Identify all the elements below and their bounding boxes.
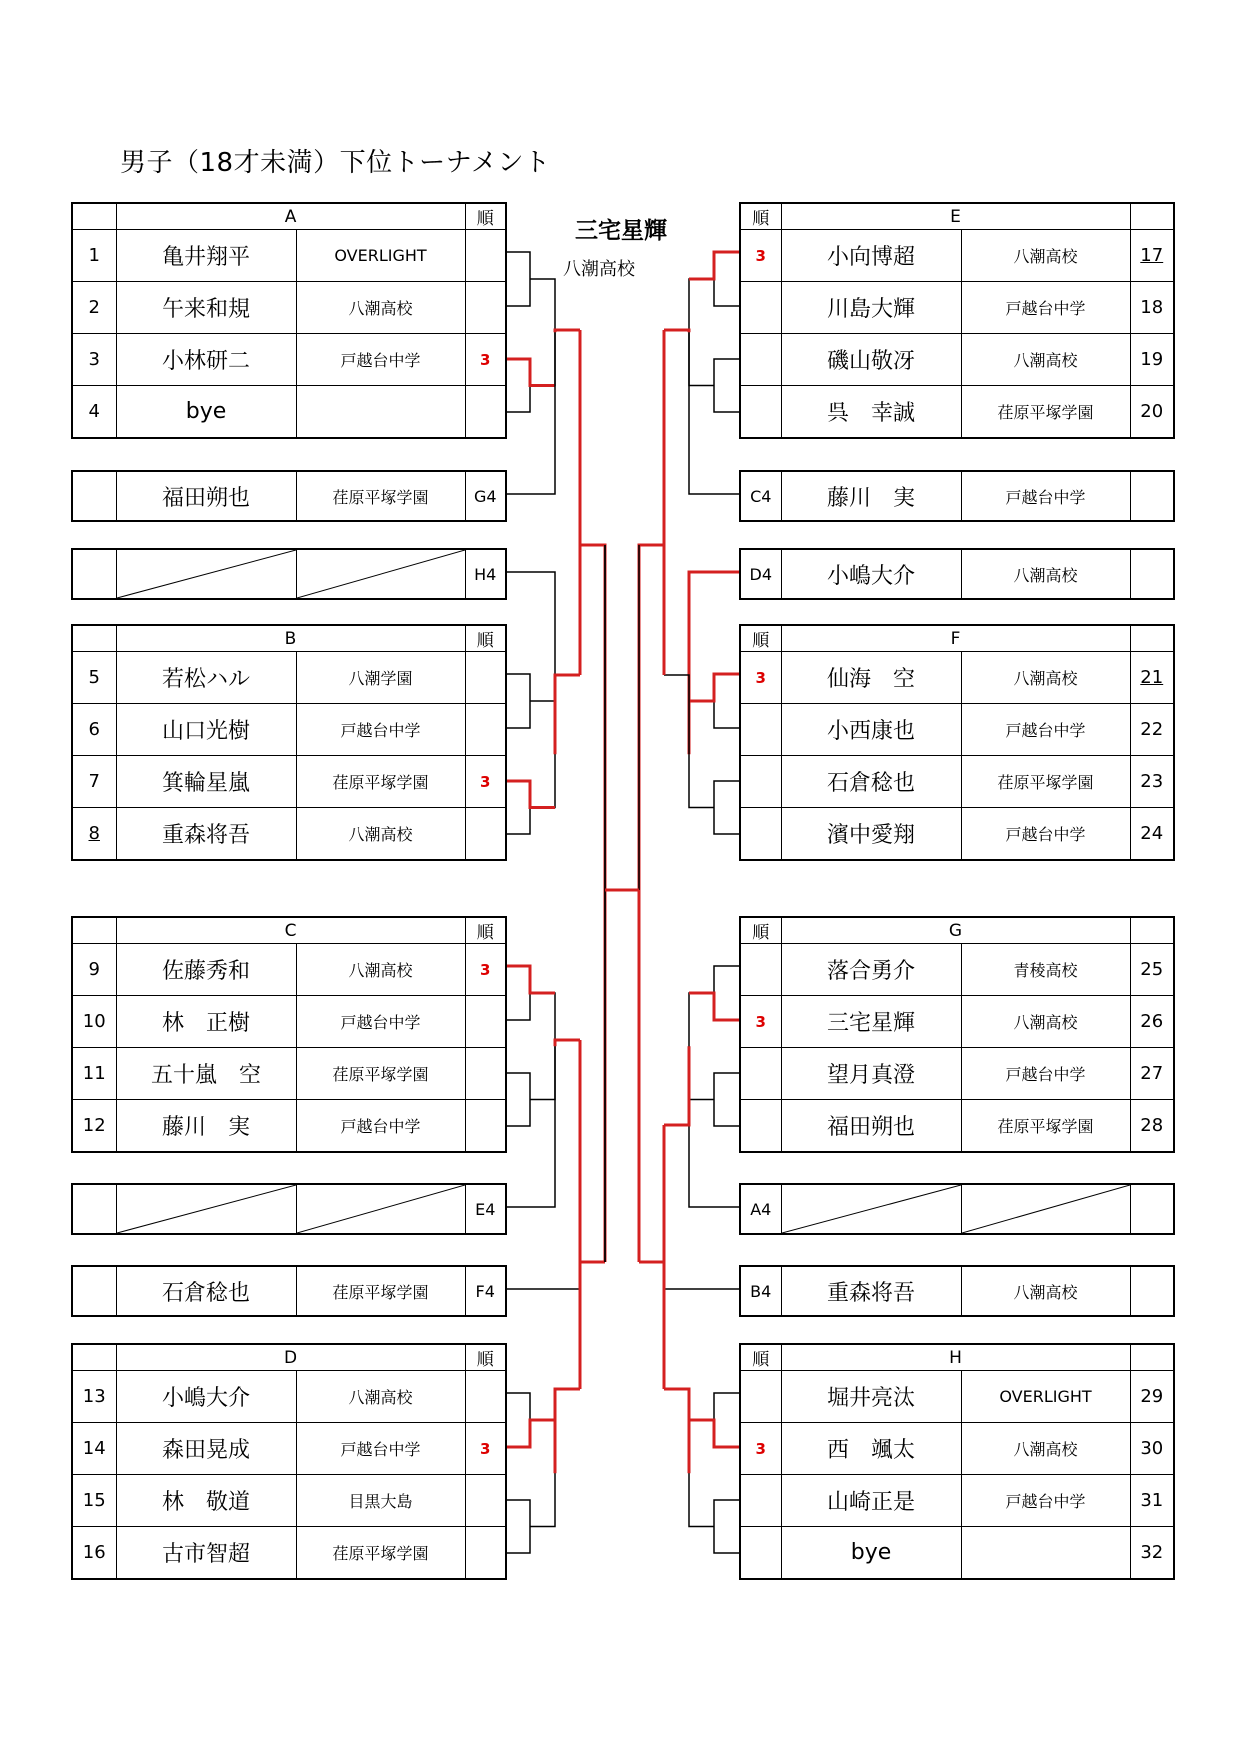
school-name: 戸越台中学 <box>961 1475 1130 1527</box>
entry-number: 5 <box>72 652 116 704</box>
entry-number: 2 <box>72 282 116 334</box>
bracket-line <box>505 1393 530 1447</box>
entry-number: 21 <box>1130 652 1174 704</box>
group-e-label: E <box>781 203 1130 230</box>
winner-line <box>555 1040 580 1046</box>
qualifier-code: H4 <box>465 549 506 599</box>
entry-number: 16 <box>72 1527 116 1580</box>
qualifier-g4-row <box>71 470 507 522</box>
winner-line <box>505 1420 555 1447</box>
rank-header: 順 <box>740 917 781 944</box>
rank-cell <box>465 704 506 756</box>
winner-line <box>505 966 555 993</box>
school-name: 荏原平塚学園 <box>296 1048 465 1100</box>
school-name: 戸越台中学 <box>961 282 1130 334</box>
school-name: 八潮高校 <box>296 282 465 334</box>
qualifier-code: C4 <box>740 471 781 521</box>
empty-slot <box>116 549 296 599</box>
bracket-line <box>689 1420 714 1527</box>
entry-number: 12 <box>72 1100 116 1153</box>
champion-name: 三宅星輝 <box>575 218 667 244</box>
rank-header: 順 <box>740 203 781 230</box>
qualifier-e4-row <box>71 1183 507 1235</box>
rank-cell <box>740 704 781 756</box>
winner-line <box>555 675 580 754</box>
player-name: 石倉稔也 <box>781 756 961 808</box>
player-name: 石倉稔也 <box>116 1266 296 1316</box>
school-name: 戸越台中学 <box>961 1048 1130 1100</box>
bracket-line <box>714 781 739 834</box>
rank-cell <box>740 1048 781 1100</box>
rank-header: 順 <box>465 917 506 944</box>
winner-line <box>555 1389 580 1473</box>
school-name: 戸越台中学 <box>296 334 465 386</box>
school-name: OVERLIGHT <box>961 1371 1130 1423</box>
bracket-line <box>505 359 530 412</box>
player-name: 山口光樹 <box>116 704 296 756</box>
empty-slot <box>116 1184 296 1234</box>
rank-header: 順 <box>465 1344 506 1371</box>
entry-number: 27 <box>1130 1048 1174 1100</box>
winner-line <box>639 545 664 1262</box>
player-name: 林 正樹 <box>116 996 296 1048</box>
empty-slot <box>961 1184 1130 1234</box>
player-name: 西 颯太 <box>781 1423 961 1475</box>
school-name: 戸越台中学 <box>296 1423 465 1475</box>
bracket-line <box>714 1073 739 1126</box>
rank-cell: 3 <box>465 334 506 386</box>
table-row <box>72 282 506 334</box>
group-d-table <box>71 1343 507 1580</box>
rank-cell: 3 <box>465 944 506 996</box>
qualifier-code: F4 <box>465 1266 506 1316</box>
table-row <box>72 808 506 861</box>
table-row <box>72 334 506 386</box>
table-row <box>740 282 1174 334</box>
winner-line <box>689 1420 739 1447</box>
school-name: 戸越台中学 <box>961 471 1130 521</box>
bracket-line <box>689 701 714 808</box>
player-name: 山崎正是 <box>781 1475 961 1527</box>
school-name: 荏原平塚学園 <box>961 386 1130 439</box>
qualifier-d4-row <box>739 548 1175 600</box>
entry-number: 31 <box>1130 1475 1174 1527</box>
table-row <box>740 1423 1174 1475</box>
winner-line <box>689 252 739 279</box>
player-name: 川島大輝 <box>781 282 961 334</box>
bracket-line <box>714 674 739 728</box>
player-name: 呉 幸誠 <box>781 386 961 439</box>
winner-line <box>580 545 605 1262</box>
rank-cell <box>465 1100 506 1153</box>
player-name: 箕輪星嵐 <box>116 756 296 808</box>
player-name: 森田晃成 <box>116 1423 296 1475</box>
rank-cell <box>740 944 781 996</box>
group-b-table <box>71 624 507 861</box>
entry-number: 6 <box>72 704 116 756</box>
bracket-line <box>505 252 530 306</box>
winner-line <box>505 781 555 808</box>
entry-number: 15 <box>72 1475 116 1527</box>
empty-slot <box>296 1184 465 1234</box>
rank-cell <box>465 282 506 334</box>
qualifier-code: G4 <box>465 471 506 521</box>
table-row <box>72 756 506 808</box>
player-name: 仙海 空 <box>781 652 961 704</box>
entry-number: 23 <box>1130 756 1174 808</box>
bracket-line <box>689 993 714 1100</box>
table-row <box>740 1100 1174 1153</box>
table-row <box>740 1371 1174 1423</box>
player-name: 若松ハル <box>116 652 296 704</box>
player-name: 濱中愛翔 <box>781 808 961 861</box>
entry-number: 4 <box>72 386 116 439</box>
group-h-label: H <box>781 1344 1130 1371</box>
entry-number: 13 <box>72 1371 116 1423</box>
table-row <box>72 1371 506 1423</box>
bracket-line <box>505 674 530 728</box>
player-name: 福田朔也 <box>116 471 296 521</box>
table-row <box>72 230 506 282</box>
entry-number: 11 <box>72 1048 116 1100</box>
entry-number: 22 <box>1130 704 1174 756</box>
player-name: 林 敬道 <box>116 1475 296 1527</box>
entry-number: 24 <box>1130 808 1174 861</box>
qualifier-h4-row <box>71 548 507 600</box>
school-name: 八潮高校 <box>961 549 1130 599</box>
rank-cell <box>465 1371 506 1423</box>
school-name: 目黒大島 <box>296 1475 465 1527</box>
player-name: 藤川 実 <box>116 1100 296 1153</box>
champion-school: 八潮高校 <box>563 259 635 280</box>
entry-number: 20 <box>1130 386 1174 439</box>
bracket-line <box>714 1393 739 1447</box>
bracket-line <box>530 1420 555 1527</box>
rank-cell <box>740 756 781 808</box>
bracket-line <box>505 1073 530 1126</box>
table-row <box>740 386 1174 439</box>
rank-cell <box>740 1475 781 1527</box>
group-a-label: A <box>116 203 465 230</box>
rank-cell: 3 <box>740 230 781 282</box>
school-name: 荏原平塚学園 <box>296 471 465 521</box>
bracket-line <box>530 993 555 1100</box>
group-h-table <box>739 1343 1175 1580</box>
school-name: 八潮高校 <box>296 944 465 996</box>
bracket-line <box>714 359 739 412</box>
player-name: 望月真澄 <box>781 1048 961 1100</box>
winner-line <box>505 359 555 386</box>
table-row <box>72 652 506 704</box>
school-name: 戸越台中学 <box>296 1100 465 1153</box>
table-row <box>72 944 506 996</box>
winner-line <box>664 1046 689 1125</box>
bracket-line <box>664 675 689 754</box>
group-e-table <box>739 202 1175 439</box>
empty-slot <box>296 549 465 599</box>
entry-number: 8 <box>72 808 116 861</box>
rank-cell: 3 <box>740 1423 781 1475</box>
entry-number: 25 <box>1130 944 1174 996</box>
table-row <box>72 704 506 756</box>
player-name: 午来和規 <box>116 282 296 334</box>
group-f-label: F <box>781 625 1130 652</box>
player-name: 五十嵐 空 <box>116 1048 296 1100</box>
entry-number: 1 <box>72 230 116 282</box>
school-name: 八潮高校 <box>961 1423 1130 1475</box>
school-name: 八潮高校 <box>961 334 1130 386</box>
bracket-line <box>664 1289 739 1389</box>
entry-number: 14 <box>72 1423 116 1475</box>
player-name: bye <box>116 386 296 439</box>
bracket-line <box>505 781 530 834</box>
bracket-line <box>505 332 555 494</box>
bracket-line <box>714 1500 739 1553</box>
bracket-line <box>530 701 555 808</box>
player-name: 重森将吾 <box>781 1266 961 1316</box>
rank-header: 順 <box>740 1344 781 1371</box>
winner-line <box>664 1389 689 1473</box>
rank-cell <box>740 334 781 386</box>
rank-cell <box>740 1100 781 1153</box>
winner-line <box>555 330 580 332</box>
table-row <box>72 996 506 1048</box>
table-row <box>740 652 1174 704</box>
school-name: 八潮高校 <box>961 996 1130 1048</box>
table-row <box>740 944 1174 996</box>
entry-number: 9 <box>72 944 116 996</box>
rank-cell <box>740 1527 781 1580</box>
player-name: 小嶋大介 <box>781 549 961 599</box>
table-row <box>72 1423 506 1475</box>
entry-number: 28 <box>1130 1100 1174 1153</box>
entry-number: 17 <box>1130 230 1174 282</box>
school-name: 戸越台中学 <box>961 704 1130 756</box>
table-row <box>72 1527 506 1580</box>
player-name: 磯山敬冴 <box>781 334 961 386</box>
player-name: 小林研二 <box>116 334 296 386</box>
bracket-line <box>505 966 530 1020</box>
table-row <box>72 1048 506 1100</box>
bracket-line <box>530 279 555 386</box>
group-b-label: B <box>116 625 465 652</box>
school-name: 八潮高校 <box>961 1266 1130 1316</box>
school-name: 戸越台中学 <box>296 996 465 1048</box>
table-row <box>740 230 1174 282</box>
rank-cell <box>465 386 506 439</box>
entry-number: 32 <box>1130 1527 1174 1580</box>
table-row <box>72 1100 506 1153</box>
school-name: 荏原平塚学園 <box>961 756 1130 808</box>
entry-number: 30 <box>1130 1423 1174 1475</box>
player-name: 古市智超 <box>116 1527 296 1580</box>
bracket-line <box>505 1289 580 1389</box>
rank-cell <box>740 386 781 439</box>
bracket-line <box>505 1500 530 1553</box>
qualifier-f4-row <box>71 1265 507 1317</box>
entry-number: 18 <box>1130 282 1174 334</box>
qualifier-b4-row <box>739 1265 1175 1317</box>
bracket-line <box>714 252 739 306</box>
player-name: bye <box>781 1527 961 1580</box>
rank-cell <box>465 1527 506 1580</box>
school-name: 戸越台中学 <box>296 704 465 756</box>
group-f-table <box>739 624 1175 861</box>
school-name: 八潮高校 <box>961 230 1130 282</box>
player-name: 佐藤秀和 <box>116 944 296 996</box>
table-row <box>740 1048 1174 1100</box>
player-name: 重森将吾 <box>116 808 296 861</box>
rank-cell: 3 <box>740 652 781 704</box>
group-c-table <box>71 916 507 1153</box>
player-name: 堀井亮汰 <box>781 1371 961 1423</box>
player-name: 小嶋大介 <box>116 1371 296 1423</box>
school-name <box>296 386 465 439</box>
qualifier-code: E4 <box>465 1184 506 1234</box>
rank-cell <box>465 652 506 704</box>
rank-cell: 3 <box>465 756 506 808</box>
qualifier-code: B4 <box>740 1266 781 1316</box>
qualifier-a4-row <box>739 1183 1175 1235</box>
rank-cell <box>465 1048 506 1100</box>
school-name: 八潮高校 <box>961 652 1130 704</box>
table-row <box>740 756 1174 808</box>
table-row <box>740 1475 1174 1527</box>
rank-header: 順 <box>465 203 506 230</box>
table-row <box>72 1475 506 1527</box>
bracket-line <box>689 279 714 386</box>
group-a-table <box>71 202 507 439</box>
school-name: OVERLIGHT <box>296 230 465 282</box>
rank-cell <box>465 1475 506 1527</box>
entry-number: 7 <box>72 756 116 808</box>
school-name: 荏原平塚学園 <box>296 756 465 808</box>
qualifier-code: A4 <box>740 1184 781 1234</box>
player-name: 落合勇介 <box>781 944 961 996</box>
qualifier-code: D4 <box>740 549 781 599</box>
table-row <box>740 334 1174 386</box>
rank-cell: 3 <box>740 996 781 1048</box>
player-name: 小西康也 <box>781 704 961 756</box>
table-row <box>740 1527 1174 1580</box>
bracket-line <box>689 332 739 494</box>
rank-cell <box>740 282 781 334</box>
player-name: 亀井翔平 <box>116 230 296 282</box>
entry-number: 19 <box>1130 334 1174 386</box>
rank-cell: 3 <box>465 1423 506 1475</box>
rank-cell <box>465 808 506 861</box>
school-name: 荏原平塚学園 <box>296 1266 465 1316</box>
group-c-label: C <box>116 917 465 944</box>
entry-number: 3 <box>72 334 116 386</box>
qualifier-c4-row <box>739 470 1175 522</box>
empty-slot <box>781 1184 961 1234</box>
school-name: 荏原平塚学園 <box>961 1100 1130 1153</box>
rank-cell <box>465 230 506 282</box>
player-name: 藤川 実 <box>781 471 961 521</box>
winner-line <box>689 674 739 701</box>
rank-header: 順 <box>740 625 781 652</box>
group-g-label: G <box>781 917 1130 944</box>
school-name: 八潮高校 <box>296 808 465 861</box>
winner-line <box>664 330 689 332</box>
group-d-label: D <box>116 1344 465 1371</box>
table-row <box>740 704 1174 756</box>
school-name: 八潮学園 <box>296 652 465 704</box>
entry-number: 10 <box>72 996 116 1048</box>
school-name <box>961 1527 1130 1580</box>
rank-cell <box>740 808 781 861</box>
group-g-table <box>739 916 1175 1153</box>
table-row <box>740 996 1174 1048</box>
school-name: 荏原平塚学園 <box>296 1527 465 1580</box>
winner-line <box>689 993 739 1020</box>
page-title: 男子（18才未満）下位トーナメント <box>120 148 551 178</box>
entry-number: 26 <box>1130 996 1174 1048</box>
bracket-line <box>714 966 739 1020</box>
school-name: 青稜高校 <box>961 944 1130 996</box>
rank-cell <box>465 996 506 1048</box>
player-name: 小向博超 <box>781 230 961 282</box>
table-row <box>72 386 506 439</box>
player-name: 福田朔也 <box>781 1100 961 1153</box>
school-name: 戸越台中学 <box>961 808 1130 861</box>
player-name: 三宅星輝 <box>781 996 961 1048</box>
rank-cell <box>740 1371 781 1423</box>
table-row <box>740 808 1174 861</box>
school-name: 八潮高校 <box>296 1371 465 1423</box>
entry-number: 29 <box>1130 1371 1174 1423</box>
rank-header: 順 <box>465 625 506 652</box>
